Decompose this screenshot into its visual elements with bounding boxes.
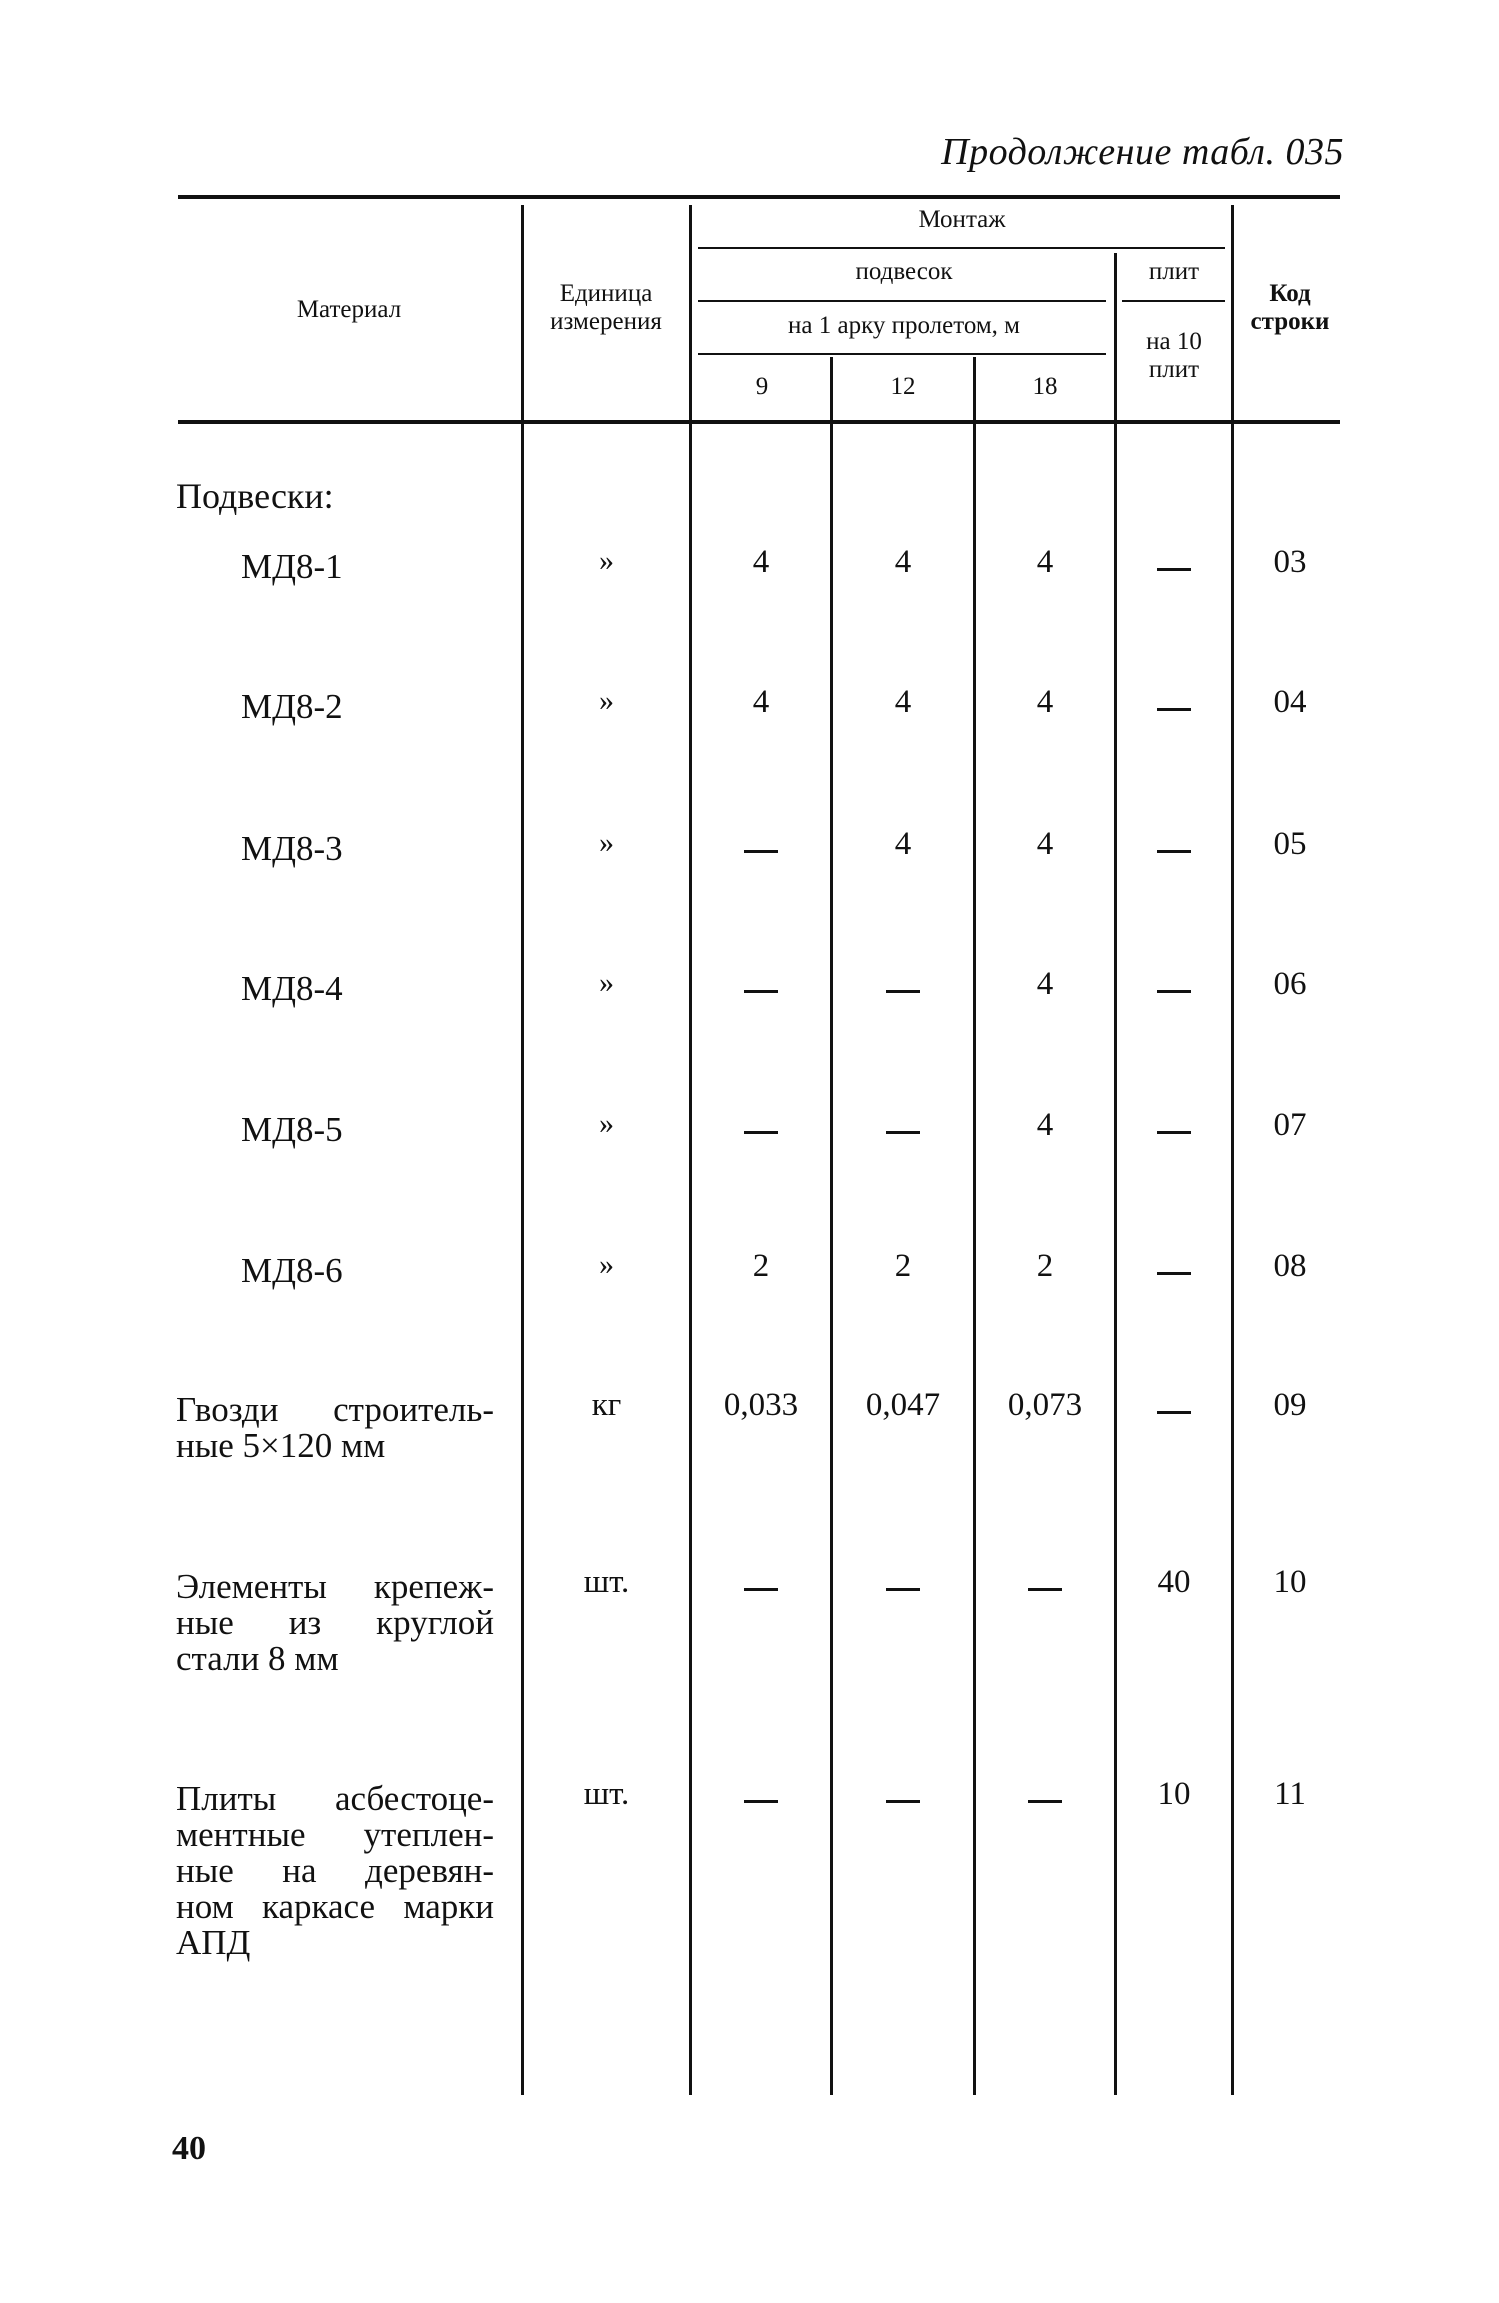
material-line: ные на деревян- (176, 1851, 494, 1890)
dash-s12 (886, 1131, 920, 1134)
header-plates: плит (1148, 258, 1200, 285)
cell-unit: » (599, 1107, 614, 1140)
cell-s18: 2 (1036, 1248, 1054, 1284)
cell-unit: » (599, 544, 614, 577)
header-mount: Монтаж (918, 206, 1006, 233)
col-rule-s12 (830, 357, 833, 2095)
cell-code: 09 (1273, 1387, 1307, 1423)
cell-s12: 0,047 (865, 1387, 941, 1423)
col-rule-s18 (973, 357, 976, 2095)
cell-s9: 4 (752, 544, 770, 580)
dash-s9 (744, 850, 778, 853)
material-cell: МД8-4 (241, 969, 343, 1008)
dash-plates (1157, 1131, 1191, 1134)
cell-s18: 4 (1036, 544, 1054, 580)
material-cell: МД8-5 (241, 1110, 343, 1149)
dash-s9 (744, 1588, 778, 1591)
plates-underline (1122, 300, 1225, 302)
dash-plates (1157, 1411, 1191, 1414)
material-cell (176, 1781, 494, 1961)
dash-plates (1157, 1272, 1191, 1275)
material-line: стали 8 мм (176, 1639, 339, 1678)
dash-s9 (744, 1800, 778, 1803)
cell-s18: 4 (1036, 1107, 1054, 1143)
header-code: Код строки (1250, 280, 1330, 335)
cell-code: 04 (1273, 684, 1307, 720)
dash-plates (1157, 990, 1191, 993)
dash-plates (1157, 850, 1191, 853)
header-span-12: 12 (890, 373, 916, 400)
col-rule-plates (1114, 253, 1117, 2095)
material-line: ные 5×120 мм (176, 1426, 386, 1465)
material-cell: МД8-6 (241, 1251, 343, 1290)
header-hangers: подвесок (855, 258, 953, 285)
dash-s9 (744, 1131, 778, 1134)
dash-s9 (744, 990, 778, 993)
cell-s9: 0,033 (723, 1387, 799, 1423)
header-per-arch: на 1 арку пролетом, м (788, 312, 1020, 339)
material-line: Гвозди строитель- (176, 1390, 494, 1429)
material-cell: МД8-1 (241, 547, 343, 586)
dash-s18 (1028, 1588, 1062, 1591)
dash-s12 (886, 1800, 920, 1803)
cell-s12: 4 (894, 684, 912, 720)
cell-code: 06 (1273, 966, 1307, 1002)
dash-s12 (886, 1588, 920, 1591)
cell-code: 07 (1273, 1107, 1307, 1143)
table-top-rule (178, 195, 1340, 199)
cell-s18: 4 (1036, 966, 1054, 1002)
material-line: АПД (176, 1923, 251, 1962)
material-line: ном каркасе марки (176, 1887, 494, 1926)
cell-s12: 4 (894, 544, 912, 580)
cell-code: 10 (1273, 1564, 1307, 1600)
dash-plates (1157, 568, 1191, 571)
cell-code: 05 (1273, 826, 1307, 862)
cell-s18: 4 (1036, 684, 1054, 720)
cell-unit: » (599, 1248, 614, 1281)
hangers-underline (698, 300, 1106, 302)
cell-unit: » (599, 966, 614, 999)
cell-unit: » (599, 684, 614, 717)
header-unit: Единица измерения (550, 280, 662, 335)
material-line: Элементы крепеж- (176, 1567, 494, 1606)
cell-s18: 0,073 (1007, 1387, 1083, 1423)
material-cell: МД8-3 (241, 829, 343, 868)
cell-unit: шт. (583, 1776, 630, 1812)
cell-unit: » (599, 826, 614, 859)
material-line: ментные утеплен- (176, 1815, 494, 1854)
cell-plates: 40 (1157, 1564, 1191, 1600)
cell-s9: 4 (752, 684, 770, 720)
cell-plates: 10 (1157, 1776, 1191, 1812)
dash-s12 (886, 990, 920, 993)
material-line: ные из круглой (176, 1603, 494, 1642)
cell-s9: 2 (752, 1248, 770, 1284)
cell-unit: кг (591, 1387, 622, 1423)
material-cell (176, 1569, 494, 1677)
material-cell (176, 1392, 494, 1464)
cell-unit: шт. (583, 1564, 630, 1600)
cell-code: 11 (1274, 1776, 1306, 1812)
per-arch-underline (698, 353, 1106, 355)
cell-s18: 4 (1036, 826, 1054, 862)
header-per-10-plates: на 10 плит (1146, 328, 1202, 383)
section-title: Подвески: (176, 476, 334, 516)
material-cell: МД8-2 (241, 687, 343, 726)
header-span-9: 9 (755, 373, 769, 400)
cell-code: 08 (1273, 1248, 1307, 1284)
cell-s12: 4 (894, 826, 912, 862)
dash-plates (1157, 708, 1191, 711)
col-rule-s9 (689, 205, 692, 2095)
header-material: Материал (296, 296, 402, 323)
table-caption: Продолжение табл. 035 (941, 131, 1344, 173)
header-bottom-rule (178, 420, 1340, 424)
cell-code: 03 (1273, 544, 1307, 580)
dash-s18 (1028, 1800, 1062, 1803)
header-span-18: 18 (1032, 373, 1058, 400)
material-line: Плиты асбестоце- (176, 1779, 494, 1818)
mount-underline (698, 247, 1225, 249)
page-number: 40 (172, 2130, 206, 2167)
cell-s12: 2 (894, 1248, 912, 1284)
